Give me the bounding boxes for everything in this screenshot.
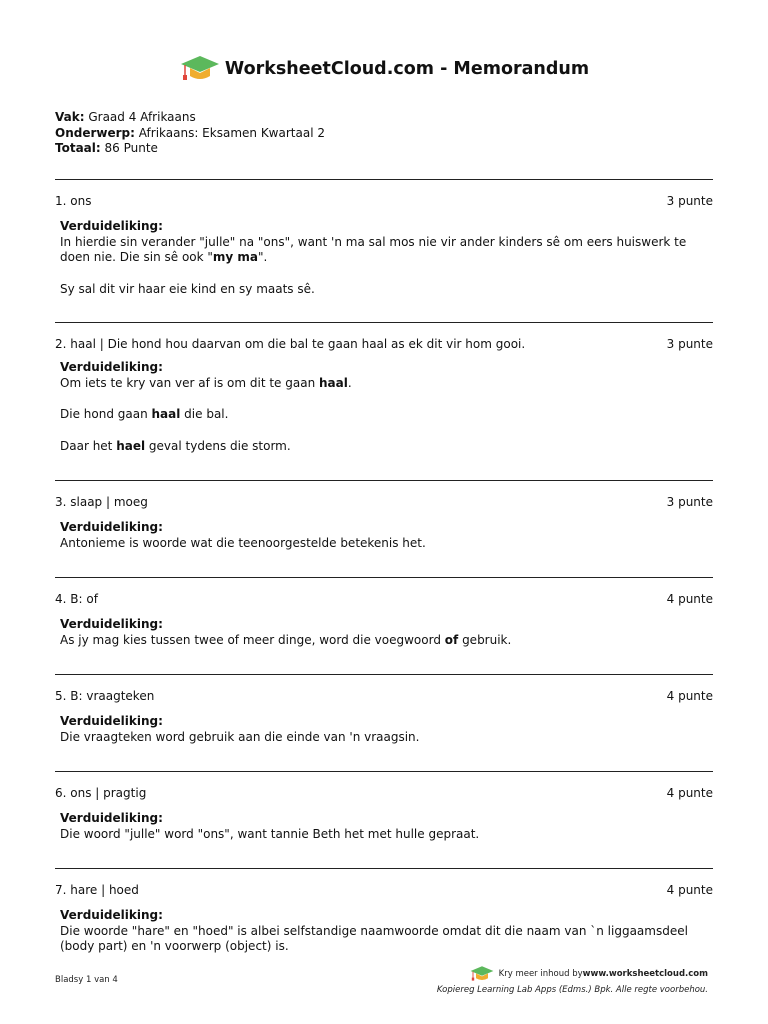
totaal-label: Totaal: [55,141,101,155]
divider [55,577,713,578]
vak-value: Graad 4 Afrikaans [88,110,196,124]
divider [55,674,713,675]
explanation-text: Sy sal dit vir haar eie kind en sy maats sê. [60,281,315,296]
explanation-label: Verduideliking: [60,360,163,374]
explanation [55,219,713,297]
website-link[interactable]: www.worksheetcloud.com [582,969,708,979]
vak-label: Vak: [55,110,85,124]
question-title: 6. ons | pragtig [55,786,147,800]
question-title: 1. ons [55,194,92,208]
question-7 [55,883,713,955]
divider [55,771,713,772]
totaal-value: 86 Punte [104,141,158,155]
explanation [55,617,713,648]
question-title: 4. B: of [55,592,98,606]
question-2 [55,337,713,454]
explanation-text: As jy mag kies tussen twee of meer dinge, word die voegwoord of gebruik. [60,632,512,647]
divider [55,179,713,180]
explanation-label: Verduideliking: [60,520,163,534]
question-title: 7. hare | hoed [55,883,139,897]
question-4 [55,592,713,648]
explanation-text: Die hond gaan haal die bal. [60,407,229,421]
divider [55,868,713,869]
graduation-cap-icon [468,965,496,983]
explanation-label: Verduideliking: [60,908,163,922]
page-title: WorksheetCloud.com - Memorandum [224,59,590,79]
explanation-text: Die woorde "hare" en "hoed" is albei selfstandige naamwoorde omdat dit die naam van `n liggaamsdeel (body part) en 'n voorwerp (object) is. [60,923,688,953]
question-points: 4 punte [666,786,713,800]
explanation-text: Daar het hael geval tydens die storm. [60,438,291,453]
question-title: 3. slaap | moeg [55,495,148,509]
explanation-label: Verduideliking: [60,617,163,631]
divider [55,480,713,481]
question-6 [55,786,713,842]
explanation [55,360,713,454]
explanation-label: Verduideliking: [60,714,163,728]
explanation-text: Om iets te kry van ver af is om dit te gaan haal. [60,375,352,390]
question-1 [55,194,713,297]
more-content-text: Kry meer inhoud by [498,969,583,979]
question-3 [55,495,713,551]
question-5 [55,689,713,745]
onderwerp-value: Afrikaans: Eksamen Kwartaal 2 [138,125,325,140]
page-header [0,54,768,84]
question-points: 3 punte [666,194,713,208]
question-points: 3 punte [666,337,713,351]
explanation-text: Die woord "julle" word "ons", want tannie Beth het met hulle gepraat. [60,826,480,841]
explanation [55,714,713,745]
explanation [55,908,713,955]
question-title: 2. haal | Die hond hou daarvan om die bal te gaan haal as ek dit vir hom gooi. [55,337,526,351]
explanation-text: Antonieme is woorde wat die teenoorgestelde betekenis het. [60,535,426,550]
explanation [55,520,713,551]
question-points: 4 punte [666,689,713,703]
footer-info [437,965,708,997]
onderwerp-label: Onderwerp: [55,125,135,140]
worksheet-meta [55,110,325,157]
graduation-cap-icon [179,54,221,84]
copyright: Kopiereg Learning Lab Apps (Edms.) Bpk. Alle regte voorbehou. [436,985,708,995]
explanation-label: Verduideliking: [60,219,163,233]
question-points: 4 punte [666,592,713,606]
divider [55,322,713,323]
page-number: Bladsy 1 van 4 [55,975,118,985]
explanation-text: In hierdie sin verander "julle" na "ons", want 'n ma sal mos nie vir ander kinders sê om eers huiswerk te doen nie. Die sin sê ook "my ma". [60,234,687,264]
question-points: 3 punte [666,495,713,509]
explanation-text: Die vraagteken word gebruik aan die einde van 'n vraagsin. [60,729,420,744]
explanation-label: Verduideliking: [60,811,163,825]
question-points: 4 punte [666,883,713,897]
question-title: 5. B: vraagteken [55,689,155,703]
explanation [55,811,713,842]
